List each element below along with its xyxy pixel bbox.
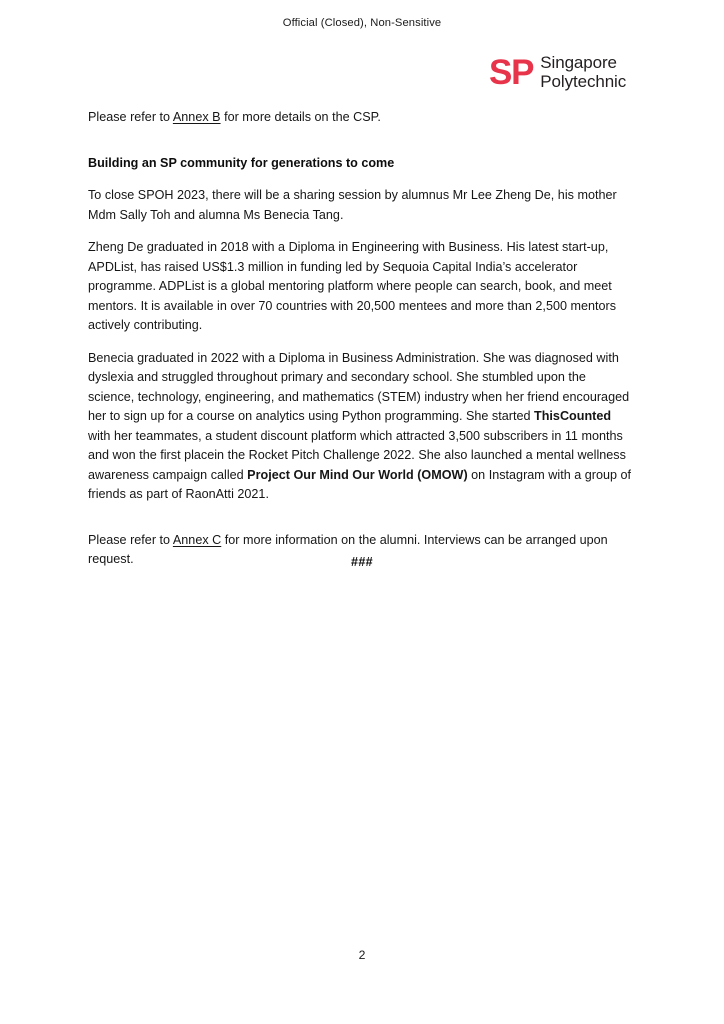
annex-b-text-after: for more details on the CSP. <box>220 110 381 124</box>
spacer <box>88 336 634 349</box>
benecia-text-part-3: on Instagram with a group of friends as part of RaonAtti 2021. <box>88 467 632 501</box>
sp-logo-wordmark <box>540 53 626 91</box>
paragraph-spoh-session: To close SPOH 2023, there will be a sharing session by alumnus Mr Lee Zheng De, his mother Mdm Sally Toh and alumna Ms Benecia Tang. <box>88 188 617 222</box>
classification-header: Official (Closed), Non-Sensitive <box>282 17 442 29</box>
spacer <box>88 225 634 238</box>
thiscounted-bold: ThisCounted <box>534 409 612 423</box>
sp-logo-line-2: Polytechnic <box>540 72 627 91</box>
omow-bold: Project Our Mind Our World (OMOW) <box>247 467 468 482</box>
annex-c-link[interactable]: Annex C <box>172 532 222 547</box>
benecia-text-part-1: Benecia graduated in 2022 with a Diploma in Business Administration. She was diagnosed with dyslexia and struggled throughout primary and secondary school. She stumbled upon the science, technology, engineering, and mathematics (STEM) industry when her friend encouraged her to sign up for a course on analytics using Python programming. She started <box>88 350 630 423</box>
page-number: 2 <box>358 948 366 962</box>
paragraph-annex-b <box>88 108 634 128</box>
sp-logo <box>489 50 626 94</box>
sp-logo-mark: SP <box>489 52 534 92</box>
section-heading: Building an SP community for generations to come <box>88 155 395 170</box>
spacer <box>88 128 634 154</box>
sp-logo-line-1: Singapore <box>540 53 617 72</box>
end-of-release-marker: ### <box>351 555 373 569</box>
annex-c-text-after: for more information on the alumni. Interviews can be arranged upon request. <box>88 532 608 566</box>
spacer <box>88 505 634 531</box>
spacer <box>88 173 634 186</box>
annex-b-link[interactable]: Annex B <box>172 110 221 124</box>
annex-b-text-before: Please refer to <box>88 110 173 124</box>
paragraph-zheng-de: Zheng De graduated in 2018 with a Diploma in Engineering with Business. His latest start-up, APDList, has raised US$1.3 million in funding led by Sequoia Capital India’s accelerator programme. ADPList is a global mentoring platform where people can search, book, and meet mentors. It is available in over 70 countries with 20,500 mentees and more than 2,500 mentors actively contributing. <box>88 240 617 332</box>
benecia-text-part-2: with her teammates, a student discount platform which attracted 3,500 subscribers in 11 months and won the first placein the Rocket Pitch Challenge 2022. She also launched a mental wellness awareness campaign called <box>88 428 626 482</box>
document-body <box>88 108 634 570</box>
annex-c-text-before: Please refer to <box>88 532 173 547</box>
paragraph-benecia <box>88 349 634 505</box>
